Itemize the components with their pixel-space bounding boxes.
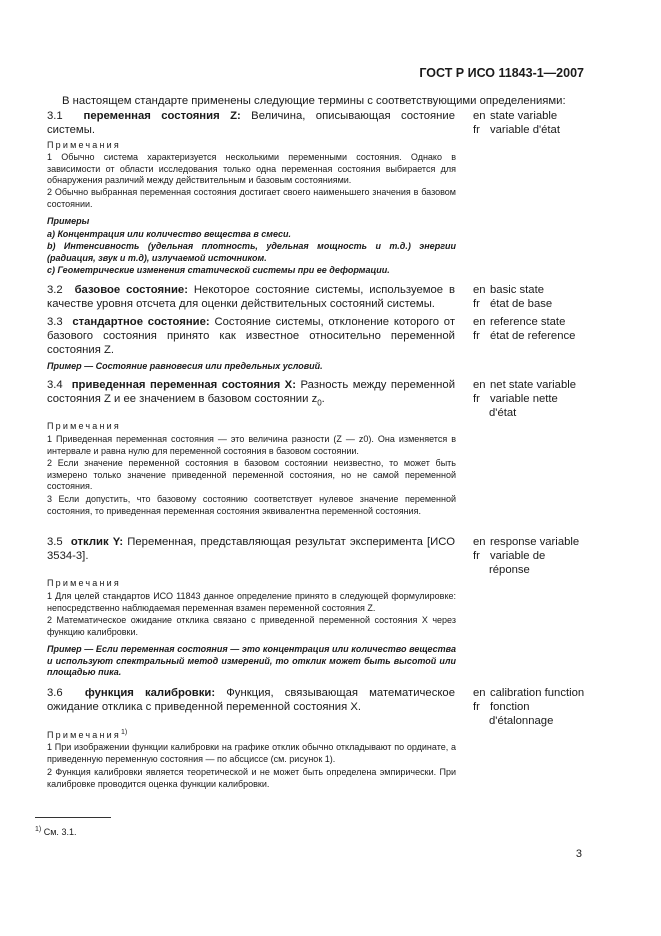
lang-fr: fr (473, 701, 480, 713)
note-3-4-3: 3 Если допустить, что базовому состоянию соответствует нулевое значение переменной состояния, то приведенная переменная состояния эквивалентна переменной состояния. (47, 494, 456, 516)
term-name: стандартное состояние: (72, 316, 210, 328)
examples-heading: Примеры (47, 216, 90, 226)
lang-en: en (473, 316, 486, 328)
equivalent-fr: variable de (490, 550, 546, 562)
note-3-6-1: 1 При изображении функции калибровки на графике отклик обычно откладывают по ординате, а приведенную переменную состояния — по абсциссе (см. рисунок 1). (47, 742, 456, 764)
notes-heading: Примечания (47, 140, 121, 150)
term-3-3 (47, 315, 455, 357)
document-header: ГОСТ Р ИСО 11843-1—2007 (419, 66, 584, 80)
notes-heading: Примечания (47, 421, 121, 431)
term-number: 3.5 (47, 536, 63, 548)
lang-en: en (473, 110, 486, 122)
term-definition: Состояние системы, отклонение которого от базового состояния принято как известное относительно переменной состояния Z. (47, 316, 455, 356)
equivalent-fr: état de base (490, 298, 553, 310)
equivalent-fr: variable nette (490, 393, 558, 405)
equivalent-fr: variable d'état (490, 124, 560, 136)
example-c: c) Геометрические изменения статической системы при ее деформации. (47, 265, 390, 275)
example-b: b) Интенсивность (удельная плотность, удельная мощность и т.д.) энергии (радиация, звук и т.д), излучаемой источником. (47, 241, 456, 263)
note-3-4-2: 2 Если значение переменной состояния в базовом состоянии неизвестно, то может быть измерено только значение приведенной переменной состояния, но не самой переменной состояния. (47, 458, 456, 492)
term-name: приведенная переменная состояния X: (71, 379, 296, 391)
note-3-1-1: 1 Обычно система характеризуется несколькими переменными состояния. Однако в зависимости от области исследования только одна переменная состояния выбирается для обнаружения различий между действительным и базовым состояниями. (47, 152, 456, 186)
footnote-text: См. 3.1. (43, 827, 77, 837)
equivalent-fr-cont: d'étalonnage (489, 715, 554, 727)
term-3-6 (47, 686, 455, 714)
footnote (35, 826, 76, 837)
example-a: a) Концентрация или количество вещества в смеси. (47, 229, 292, 239)
example-3-3: Пример — Состояние равновесия или предельных условий. (47, 361, 323, 371)
footnote-divider (35, 817, 111, 818)
equivalent-en: state variable (490, 110, 558, 122)
term-name: базовое состояние: (74, 284, 188, 296)
lang-fr: fr (473, 298, 480, 310)
equivalent-en: calibration function (490, 687, 585, 699)
term-definition-end: . (321, 393, 325, 405)
term-name: функция калибровки: (84, 687, 216, 699)
term-3-2-equivalents (473, 283, 552, 311)
note-3-4-1: 1 Приведенная переменная состояния — это величина разности (Z — z0). Она изменяется в интервале и равна нулю для переменной состояния в базовом состоянии. (47, 434, 456, 456)
equivalent-fr-cont: réponse (489, 564, 530, 576)
notes-heading (47, 729, 127, 740)
notes-heading: Примечания (47, 578, 121, 588)
note-3-6-2: 2 Функция калибровки является теоретической и не может быть определена эмпирически. При калибровке проводится оценка функции калибровки. (47, 767, 456, 789)
term-3-2 (47, 283, 455, 311)
term-number: 3.1 (47, 110, 63, 122)
notes-heading-text: Примечания (47, 730, 121, 740)
term-definition: Величина, описывающая состояние системы. (47, 110, 455, 136)
term-3-6-equivalents (473, 686, 584, 728)
lang-en: en (473, 536, 486, 548)
equivalent-en: basic state (490, 284, 545, 296)
term-3-1-equivalents (473, 109, 560, 137)
lang-fr: fr (473, 330, 480, 342)
footnote-ref: 1) (120, 729, 128, 736)
term-definition: Функция, связывающая математическое ожидание отклика с приведенной переменной состояния X. (47, 687, 455, 713)
lang-fr: fr (473, 550, 480, 562)
equivalent-en: reference state (490, 316, 566, 328)
lang-en: en (473, 379, 486, 391)
term-definition: Разность между переменной состояния Z и ее значением в базовом состоянии z (47, 379, 456, 405)
term-definition: Переменная, представляющая результат эксперимента [ИСО 3534-3]. (47, 536, 455, 562)
term-definition: Некоторое состояние системы, используемое в качестве уровня отсчета для оценки действительных состояний системы. (47, 284, 455, 310)
term-number: 3.3 (47, 316, 63, 328)
term-number: 3.2 (47, 284, 63, 296)
equivalent-fr: état de reference (490, 330, 576, 342)
lang-en: en (473, 687, 486, 699)
equivalent-fr: fonction (490, 701, 530, 713)
footnote-mark: 1) (35, 826, 42, 833)
subscript: 0 (317, 398, 322, 408)
equivalent-en: response variable (490, 536, 580, 548)
note-3-5-1: 1 Для целей стандартов ИСО 11843 данное определение принято в следующей формулировке: непосредственно наблюдаемая переменная взамен переменной состояния Z. (47, 591, 456, 613)
term-3-5 (47, 535, 455, 563)
note-3-1-2: 2 Обычно выбранная переменная состояния достигает своего наименьшего значения в базовом состоянии. (47, 187, 456, 209)
equivalent-fr-cont: d'état (489, 407, 517, 419)
lang-fr: fr (473, 124, 480, 136)
term-3-4 (47, 378, 455, 410)
equivalent-en: net state variable (490, 379, 577, 391)
lang-en: en (473, 284, 486, 296)
term-number: 3.6 (47, 687, 63, 699)
term-3-3-equivalents (473, 315, 575, 343)
term-name: отклик Y: (70, 536, 124, 548)
term-3-4-equivalents (473, 378, 576, 420)
page-number: 3 (575, 848, 582, 860)
term-name: переменная состояния Z: (83, 110, 241, 122)
intro-text: В настоящем стандарте применены следующие термины с соответствующими определениями: (62, 95, 566, 107)
term-number: 3.4 (47, 379, 63, 391)
note-3-5-2: 2 Математическое ожидание отклика связано с приведенной переменной состояния X через функцию калибровки. (47, 615, 456, 637)
term-3-5-equivalents (473, 535, 579, 577)
term-3-1 (47, 109, 455, 137)
example-3-5: Пример — Если переменная состояния — это концентрация или количество вещества и используют спектральный метод измерений, то отклик может быть высотой или площадью пика. (47, 644, 456, 678)
lang-fr: fr (473, 393, 480, 405)
